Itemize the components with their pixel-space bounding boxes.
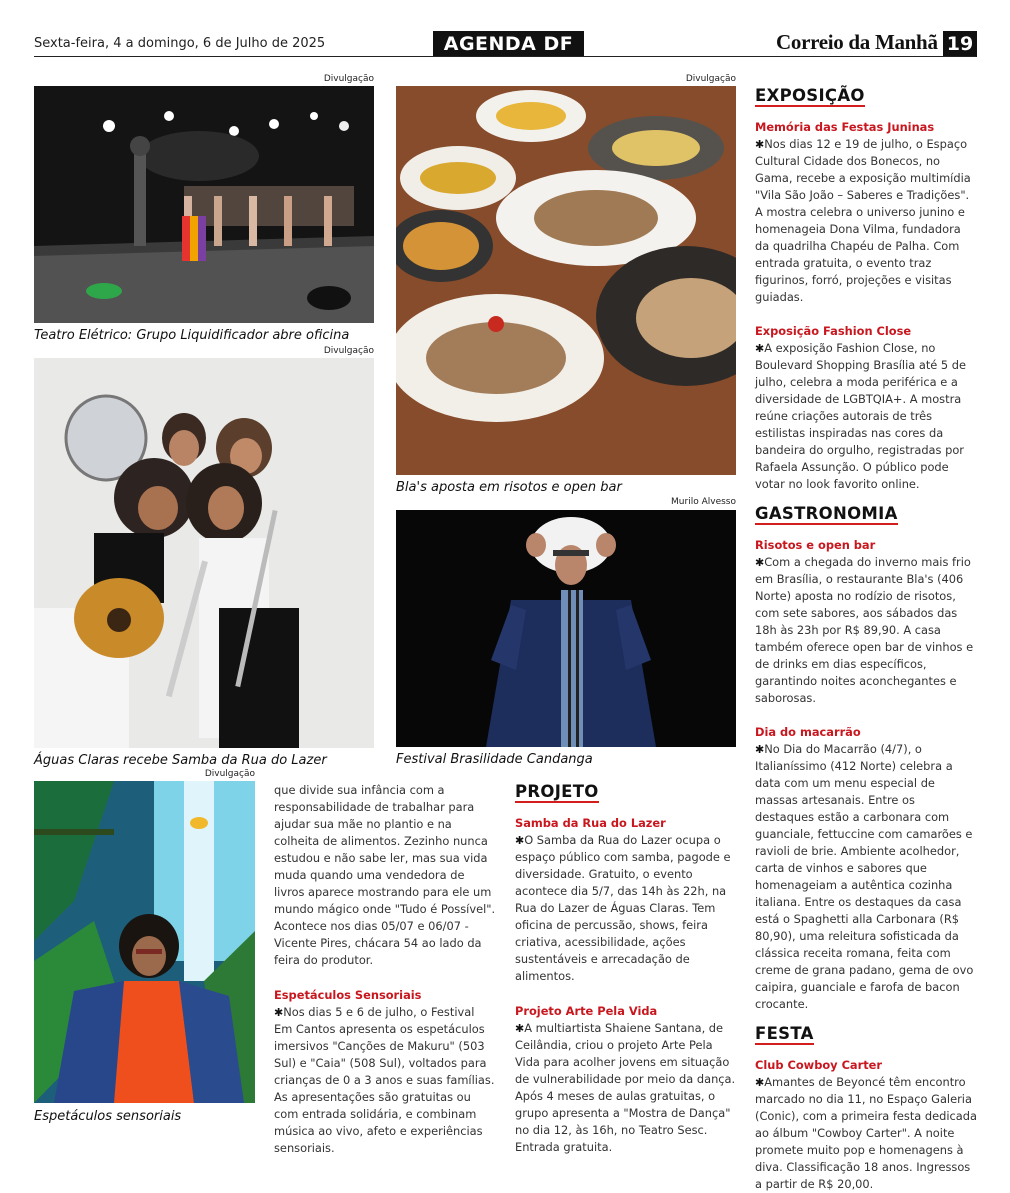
article-column xyxy=(274,782,496,1157)
risotto-dishes-photo xyxy=(396,86,736,475)
asterisk-icon: ✱ xyxy=(515,834,525,847)
item-title: Club Cowboy Carter xyxy=(755,1058,883,1072)
item-text: ✱No Dia do Macarrão (4/7), o Italianíssimo (412 Norte) celebra a data com um menu especial de massas artesanais. Entre os destaques estão a carbonara com guanciale, fettuccine com camarões e ravioli de brie. Ambiente acolhedor, carta de vinhos e sabores que homenageiam a autêntica cozinha italiana. Entre os destaques da casa está o Spaghetti alla Carbonara (R$ 80,90), uma releitura sofisticada da clássica receita romana, feita com creme de grana padano, gema de ovo caipira, guanciale e farofa de bacon crocante. xyxy=(755,742,974,1011)
newspaper-brand: Correio da Manhã xyxy=(776,30,938,54)
photo-credit: Divulgação xyxy=(323,74,374,84)
item-text: ✱Nos dias 12 e 19 de julho, o Espaço Cultural Cidade dos Bonecos, no Gama, recebe a exposição multimídia "Vila São João – Saberes e Tradições". A mostra celebra o universo junino e homenageia Dona Vilma, fundadora da quadrilha Chapéu de Palha. Com entrada gratuita, o evento traz figurinos, forró, projeções e visitas guiadas. xyxy=(755,137,971,304)
photo-credit: Divulgação xyxy=(204,769,255,779)
item-title: Samba da Rua do Lazer xyxy=(515,816,666,830)
asterisk-icon: ✱ xyxy=(755,138,765,151)
item-title: Risotos e open bar xyxy=(755,538,876,552)
section-heading-festa: FESTA xyxy=(755,1024,814,1043)
page-number: 19 xyxy=(943,31,977,57)
photo-caption: Espetáculos sensoriais xyxy=(34,1109,182,1124)
photo-credit: Murilo Alvesso xyxy=(671,497,736,507)
continued-article-text: que divide sua infância com a responsabilidade de trabalhar para ajudar sua mãe no plantio e na colheita de alimentos. Zezinho nunca estudou e não sabe ler, mas sua vida muda quando uma vendedora de livros aparece mostrando para ele um mundo mágico onde "Tudo é Possível". Acontece nos dias 05/07 e 06/07 - Vicente Pires, chácara 54 ao lado da feira do produtor. xyxy=(274,783,496,967)
item-text: ✱A multiartista Shaiene Santana, de Ceilândia, criou o projeto Arte Pela Vida para acolher jovens em situação de vulnerabilidade por meio da dança. Após 4 meses de aulas gratuitas, o grupo apresenta a "Mostra de Dança" no dia 12, às 16h, no Teatro Sesc. Entrada gratuita. xyxy=(515,1021,736,1154)
asterisk-icon: ✱ xyxy=(515,1022,525,1035)
issue-date: Sexta-feira, 4 a domingo, 6 de Julho de 2025 xyxy=(34,36,326,51)
photo-caption: Teatro Elétrico: Grupo Liquidificador abre oficina xyxy=(34,328,350,343)
asterisk-icon: ✱ xyxy=(755,1076,765,1089)
item-title: Espetáculos Sensoriais xyxy=(274,988,422,1002)
asterisk-icon: ✱ xyxy=(755,743,765,756)
photo-caption: Bla's aposta em risotos e open bar xyxy=(396,480,622,495)
sensory-show-photo xyxy=(34,781,255,1103)
item-text: ✱Nos dias 5 e 6 de julho, o Festival Em Cantos apresenta os espetáculos imersivos "Canções de Makuru" (503 Sul) e "Caia" (508 Sul), voltados para crianças de 0 a 3 anos e suas famílias. As apresentações são gratuitas ou com entrada solidária, e combinam música ao vivo, afeto e experiências sensoriais. xyxy=(274,1005,495,1155)
right-column xyxy=(755,87,977,1193)
photo-credit: Divulgação xyxy=(323,346,374,356)
item-title: Exposição Fashion Close xyxy=(755,324,912,338)
projeto-column xyxy=(515,783,737,1156)
section-banner: AGENDA DF xyxy=(433,31,584,57)
item-text: ✱A exposição Fashion Close, no Boulevard Shopping Brasília até 5 de julho, celebra a moda periférica e a diversidade de LGBTQIA+. A mostra reúne criações autorais de três estilistas inspiradas nas cores da bandeira do orgulho, registradas por Rafaela Assunção. O público pode votar no look favorito online. xyxy=(755,341,967,491)
samba-group-photo xyxy=(34,358,374,748)
item-title: Projeto Arte Pela Vida xyxy=(515,1004,658,1018)
item-title: Memória das Festas Juninas xyxy=(755,120,935,134)
theater-photo xyxy=(34,86,374,323)
photo-credit: Divulgação xyxy=(685,74,736,84)
asterisk-icon: ✱ xyxy=(755,556,765,569)
item-title: Dia do macarrão xyxy=(755,725,861,739)
asterisk-icon: ✱ xyxy=(274,1006,284,1019)
section-heading-exposicao: EXPOSIÇÃO xyxy=(755,86,865,105)
section-heading-projeto: PROJETO xyxy=(515,782,599,801)
item-text: ✱Amantes de Beyoncé têm encontro marcado no dia 11, no Espaço Galeria (Conic), com a primeira festa dedicada ao álbum "Cowboy Carter". A noite promete muito pop e homenagens à diva. Classificação 18 anos. Ingressos a partir de R$ 20,00. xyxy=(755,1075,977,1191)
item-text: ✱O Samba da Rua do Lazer ocupa o espaço público com samba, pagode e diversidade. Gratuito, o evento acontece dia 5/7, das 14h às 22h, na Rua do Lazer de Águas Claras. Tem oficina de percussão, shows, feira criativa, acessibilidade, ações sustentáveis e arrecadação de alimentos. xyxy=(515,833,731,983)
item-text: ✱Com a chegada do inverno mais frio em Brasília, o restaurante Bla's (406 Norte) aposta no rodízio de risotos, com sete sabores, aos sábados das 18h às 23h por R$ 89,90. A casa também oferece open bar de vinhos e de drinks em dias específicos, garantindo noites aconchegantes e saborosas. xyxy=(755,555,974,705)
section-heading-gastronomia: GASTRONOMIA xyxy=(755,504,898,523)
asterisk-icon: ✱ xyxy=(755,342,765,355)
header-rule xyxy=(34,56,976,57)
photo-caption: Festival Brasilidade Candanga xyxy=(396,752,593,767)
photo-caption: Águas Claras recebe Samba da Rua do Lazer xyxy=(34,753,327,768)
festival-artist-photo xyxy=(396,510,736,747)
